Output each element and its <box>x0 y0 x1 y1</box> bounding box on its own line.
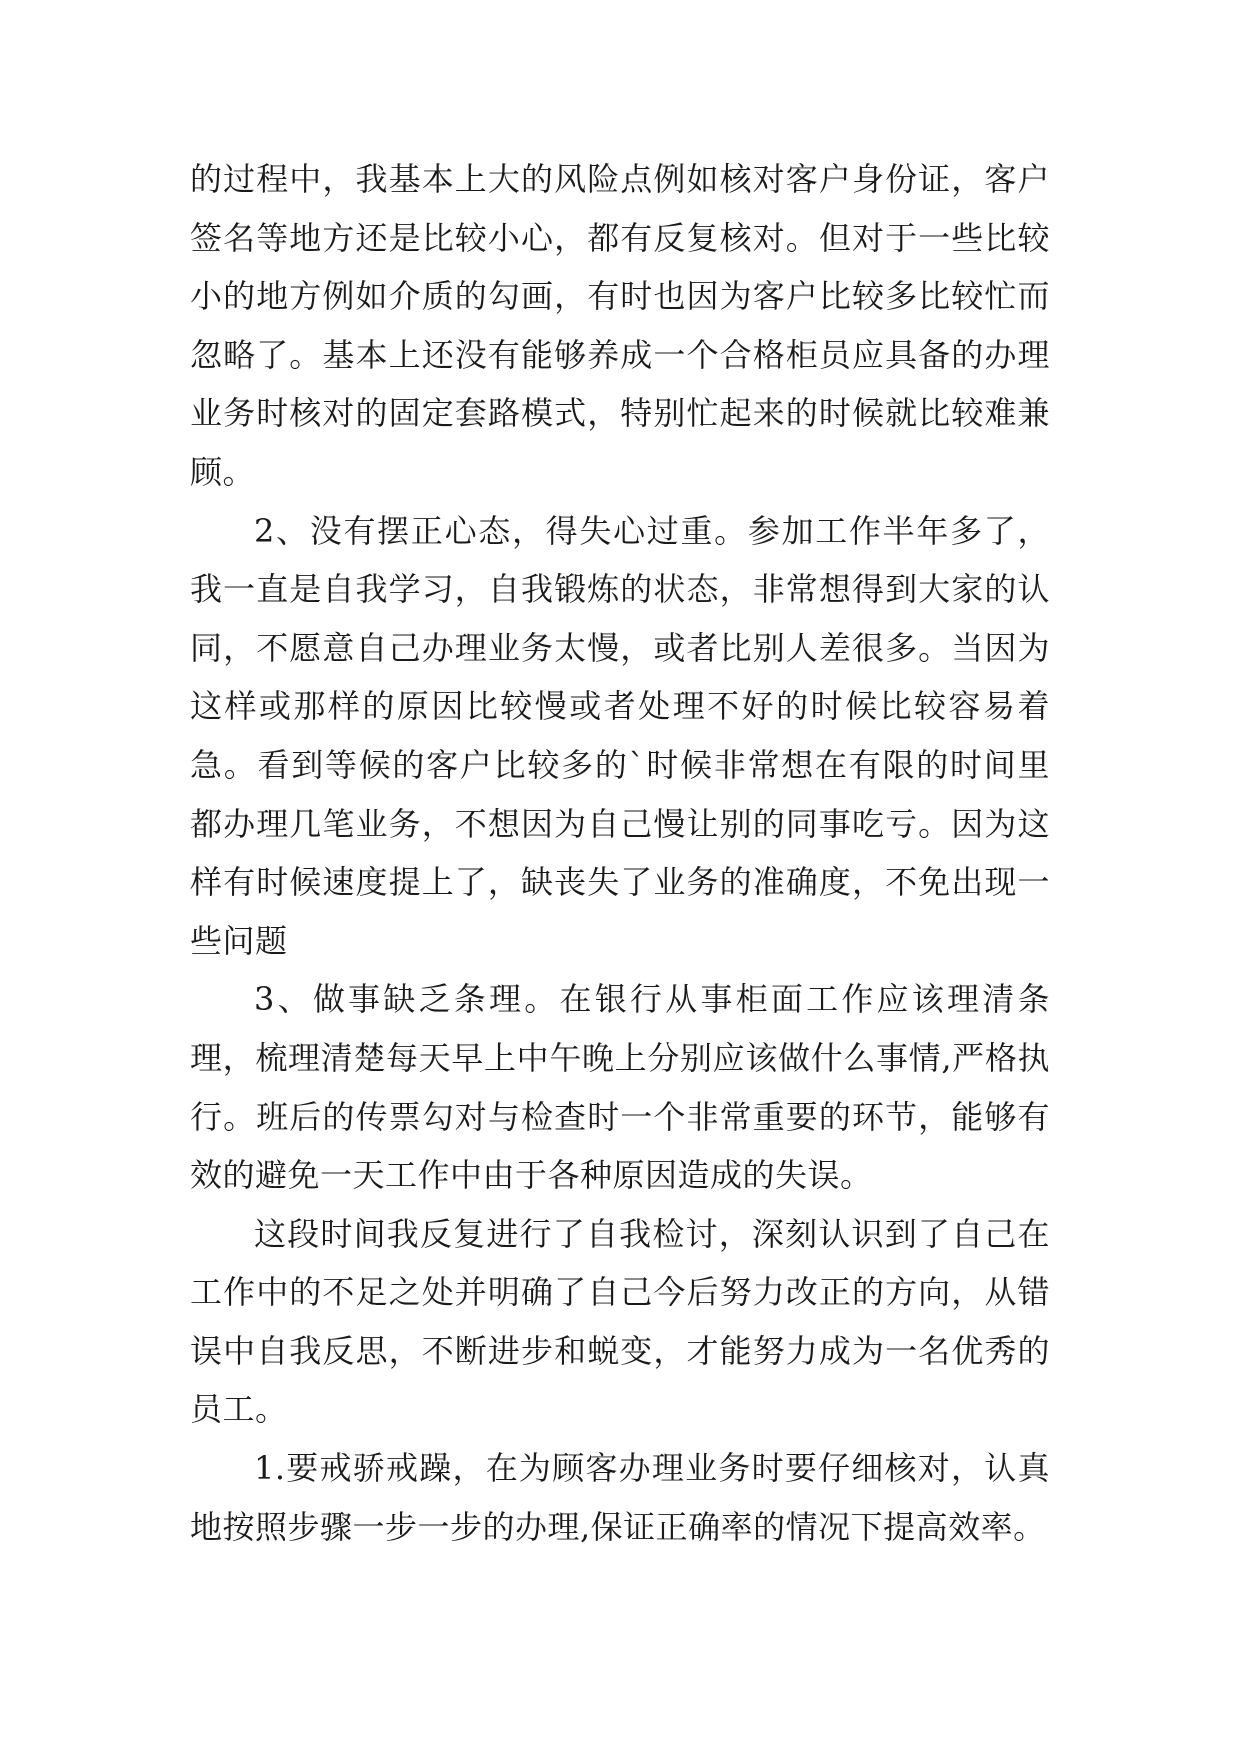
paragraph-point-3: 3、做事缺乏条理。在银行从事柜面工作应该理清条理，梳理清楚每天早上中午晚上分别应该做什么事情,严格执行。班后的传票勾对与检查时一个非常重要的环节，能够有效的避免一天工作中由于各种原因造成的失误。 <box>190 980 1050 1195</box>
paragraph-point-2: 2、没有摆正心态，得失心过重。参加工作半年多了，我一直是自我学习，自我锻炼的状态，非常想得到大家的认同，不愿意自己办理业务太慢，或者比别人差很多。当因为这样或那样的原因比较慢或者处理不好的时候比较容易着急。看到等候的客户比较多的`时候非常想在有限的时间里都办理几笔业务，不想因为自己慢让别的同事吃亏。因为这样有时候速度提上了，缺丧失了业务的准确度，不免出现一些问题 <box>190 511 1050 960</box>
paragraph-improvement-1: 1.要戒骄戒躁，在为顾客办理业务时要仔细核对，认真地按照步骤一步一步的办理,保证正确率的情况下提高效率。 <box>190 1449 1050 1546</box>
paragraph-continuation: 的过程中，我基本上大的风险点例如核对客户身份证，客户签名等地方还是比较小心，都有反复核对。但对于一些比较小的地方例如介质的勾画，有时也因为客户比较多比较忙而忽略了。基本上还没有能够养成一个合格柜员应具备的办理业务时核对的固定套路模式，特别忙起来的时候就比较难兼顾。 <box>190 160 1050 491</box>
paragraph-reflection: 这段时间我反复进行了自我检讨，深刻认识到了自己在工作中的不足之处并明确了自己今后努力改正的方向，从错误中自我反思，不断进步和蜕变，才能努力成为一名优秀的员工。 <box>190 1214 1050 1429</box>
document-body <box>190 150 1050 1556</box>
